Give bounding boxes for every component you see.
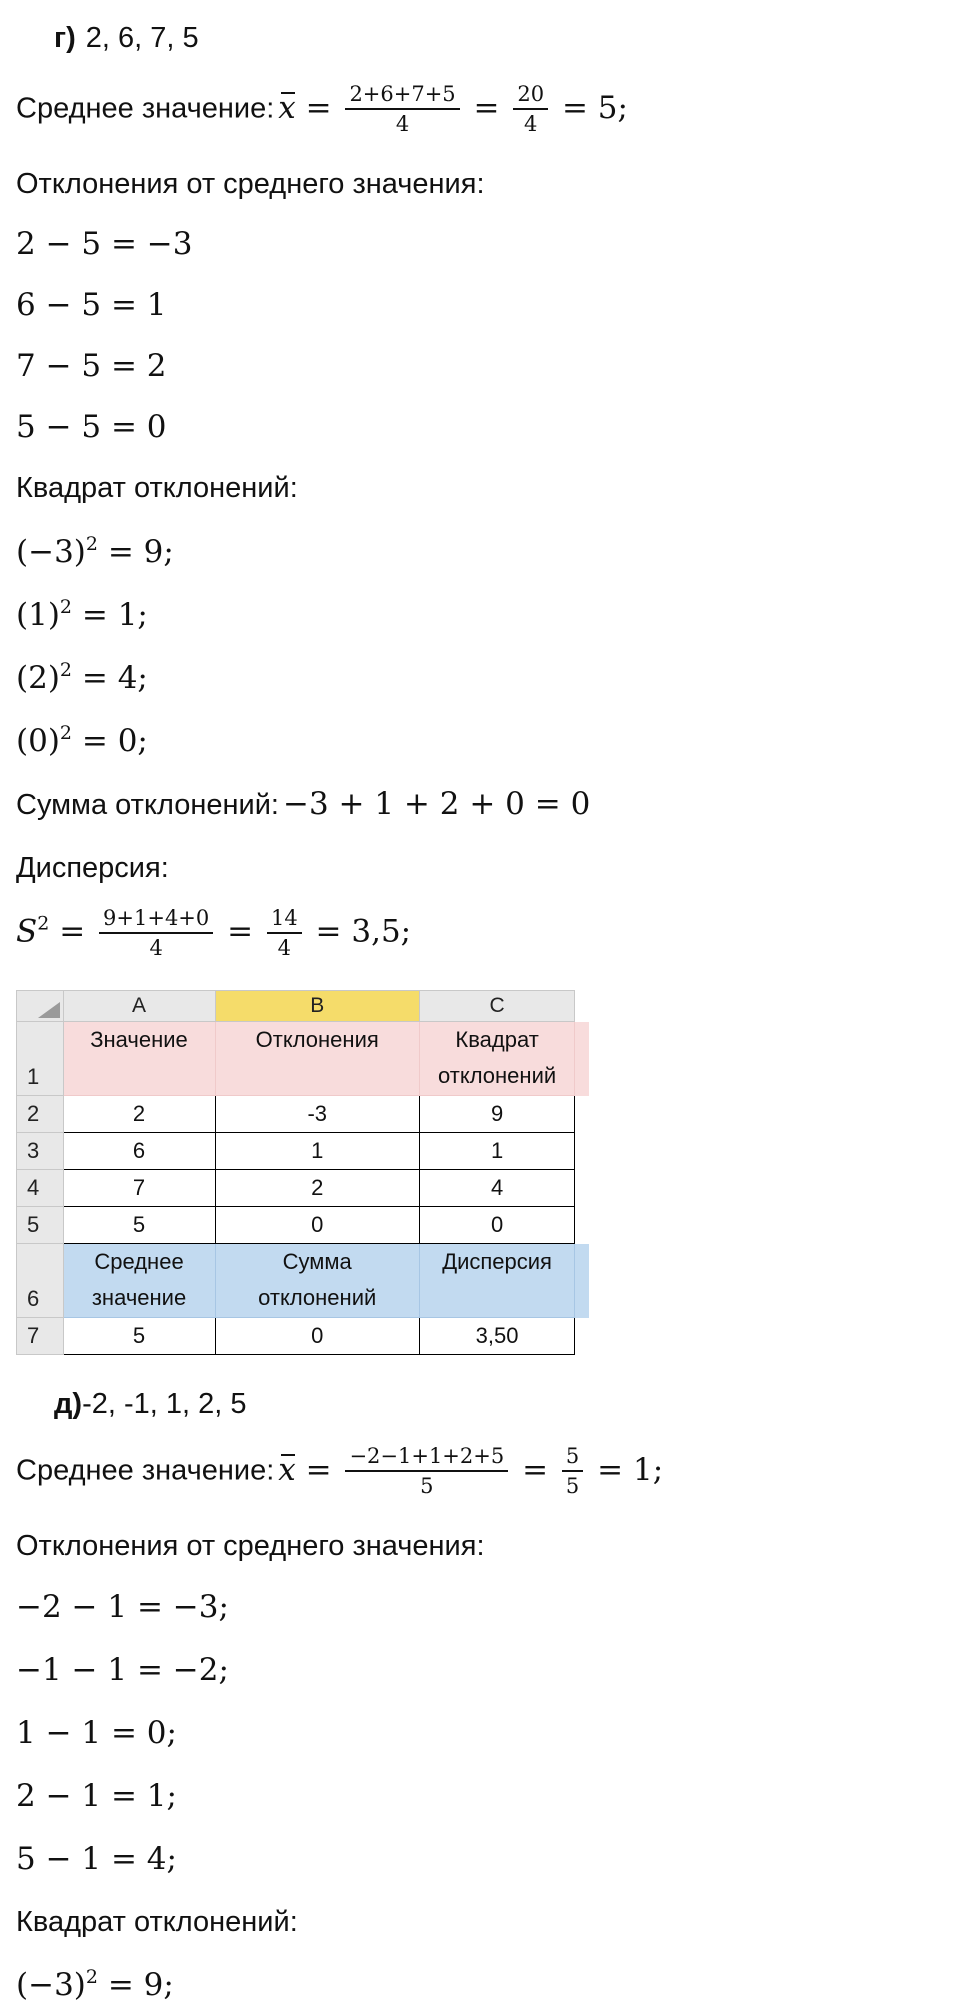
part-g-deviation: 7 − 5 = 2 — [16, 348, 167, 384]
table-cell[interactable]: 5 — [63, 1207, 215, 1244]
table-cell[interactable]: 0 — [215, 1207, 419, 1244]
part-g-sum-label: Сумма отклонений: — [16, 789, 279, 821]
part-g-deviation: 2 − 5 = −3 — [16, 226, 193, 262]
part-g-square: $(2)^2 = 4$; — [16, 659, 148, 696]
part-g-heading — [54, 22, 199, 55]
part-d-deviation: 1 − 1 = 0; — [16, 1715, 177, 1751]
table-cell[interactable]: 3,50 — [419, 1318, 574, 1355]
part-g-disp-title: Дисперсия: — [16, 852, 169, 884]
part-g-disp-result: = 3,5; — [315, 913, 412, 950]
part-d-dev-title: Отклонения от среднего значения: — [16, 1530, 485, 1562]
table-row — [17, 1170, 589, 1207]
header-cell-value[interactable]: Значение — [63, 1022, 215, 1096]
part-d-mean-result: = 1; — [597, 1451, 664, 1488]
part-d-label: д) — [54, 1388, 83, 1420]
part-d-mean-fraction-2: $\frac{5}{5}$ — [562, 1444, 583, 1498]
part-d-heading — [54, 1388, 247, 1421]
row-header-1[interactable]: 1 — [17, 1022, 64, 1096]
column-header-c[interactable]: C — [419, 991, 574, 1022]
select-all-corner[interactable] — [17, 991, 64, 1022]
part-d-mean-label: Среднее значение: — [16, 1454, 275, 1487]
table-cell[interactable]: 4 — [419, 1170, 574, 1207]
part-g-mean-fraction-1: $\frac{2+6+7+5}{4}$ — [345, 82, 459, 136]
part-g-mean-var: x — [278, 89, 296, 126]
part-g-square: $(1)^2 = 1$; — [16, 596, 148, 633]
column-header-a[interactable]: A — [63, 991, 215, 1022]
row-header-2[interactable]: 2 — [17, 1096, 64, 1133]
table-cell[interactable]: 7 — [63, 1170, 215, 1207]
header-cell-mean[interactable]: Среднее значение — [63, 1244, 215, 1318]
part-g-sq-title: Квадрат отклонений: — [16, 472, 298, 504]
table-cell[interactable]: 9 — [419, 1096, 574, 1133]
table-cell[interactable]: -3 — [215, 1096, 419, 1133]
part-d-deviation: −1 − 1 = −2; — [16, 1652, 229, 1688]
part-g-deviation: 5 − 5 = 0 — [16, 409, 167, 445]
part-d-deviation: 5 − 1 = 4; — [16, 1841, 177, 1877]
spreadsheet-table — [16, 990, 589, 1355]
row-header-5[interactable]: 5 — [17, 1207, 64, 1244]
part-g-mean-result: = 5; — [561, 89, 628, 126]
row-header-4[interactable]: 4 — [17, 1170, 64, 1207]
table-cell[interactable]: 1 — [419, 1133, 574, 1170]
column-header-b[interactable]: B — [215, 991, 419, 1022]
row-header-3[interactable]: 3 — [17, 1133, 64, 1170]
header-cell-dispersion[interactable]: Дисперсия — [419, 1244, 574, 1318]
part-g-disp-var: S — [16, 913, 38, 950]
part-d-square: $(-3)^2 = 9$; — [16, 1966, 174, 2003]
part-g-mean-label: Среднее значение: — [16, 92, 275, 125]
part-g-deviation: 6 − 5 = 1 — [16, 287, 167, 323]
table-cell[interactable]: 0 — [215, 1318, 419, 1355]
table-cell[interactable]: 2 — [63, 1096, 215, 1133]
part-d-mean-var: x — [278, 1451, 296, 1488]
table-cell[interactable]: 2 — [215, 1170, 419, 1207]
part-g-square: $(-3)^2 = 9$; — [16, 533, 174, 570]
part-d-mean-line: Среднее значение: x = $\frac{-2-1+1+2+5}{5}$ = $\frac{5}{5}$ = 1; — [16, 1444, 664, 1498]
part-d-numbers: -2, -1, 1, 2, 5 — [82, 1388, 247, 1420]
table-row — [17, 1096, 589, 1133]
part-d-deviation: 2 − 1 = 1; — [16, 1778, 177, 1814]
part-g-disp-fraction-2: $\frac{14}{4}$ — [267, 906, 302, 960]
part-g-label: г) — [54, 22, 76, 54]
table-cell[interactable]: 5 — [63, 1318, 215, 1355]
part-g-disp-line: $S^2$ = $\frac{9+1+4+0}{4}$ = $\frac{14}{4}$ = 3,5; — [16, 906, 412, 960]
table-row — [17, 1318, 589, 1355]
part-g-sum-expr: −3 + 1 + 2 + 0 = 0 — [282, 786, 591, 822]
table-cell[interactable]: 1 — [215, 1133, 419, 1170]
part-g-dev-title: Отклонения от среднего значения: — [16, 168, 485, 200]
part-g-sum-line — [16, 786, 590, 822]
part-g-numbers: 2, 6, 7, 5 — [85, 22, 199, 54]
table-row — [17, 1207, 589, 1244]
part-g-mean-line: Среднее значение: x = $\frac{2+6+7+5}{4}$ = $\frac{20}{4}$ = 5; — [16, 82, 628, 136]
part-d-sq-title: Квадрат отклонений: — [16, 1906, 298, 1938]
row-header-7[interactable]: 7 — [17, 1318, 64, 1355]
header-cell-sum[interactable]: Сумма отклонений — [215, 1244, 419, 1318]
row-header-6[interactable]: 6 — [17, 1244, 64, 1318]
part-g-mean-fraction-2: $\frac{20}{4}$ — [513, 82, 548, 136]
table-row — [17, 1133, 589, 1170]
table-cell[interactable]: 0 — [419, 1207, 574, 1244]
part-d-mean-fraction-1: $\frac{-2-1+1+2+5}{5}$ — [345, 1444, 508, 1498]
header-cell-squared[interactable]: Квадрат отклонений — [419, 1022, 574, 1096]
table-cell[interactable]: 6 — [63, 1133, 215, 1170]
part-g-square: $(0)^2 = 0$; — [16, 722, 148, 759]
part-d-deviation: −2 − 1 = −3; — [16, 1589, 229, 1625]
part-g-disp-fraction-1: $\frac{9+1+4+0}{4}$ — [99, 906, 213, 960]
header-cell-deviations[interactable]: Отклонения — [215, 1022, 419, 1096]
